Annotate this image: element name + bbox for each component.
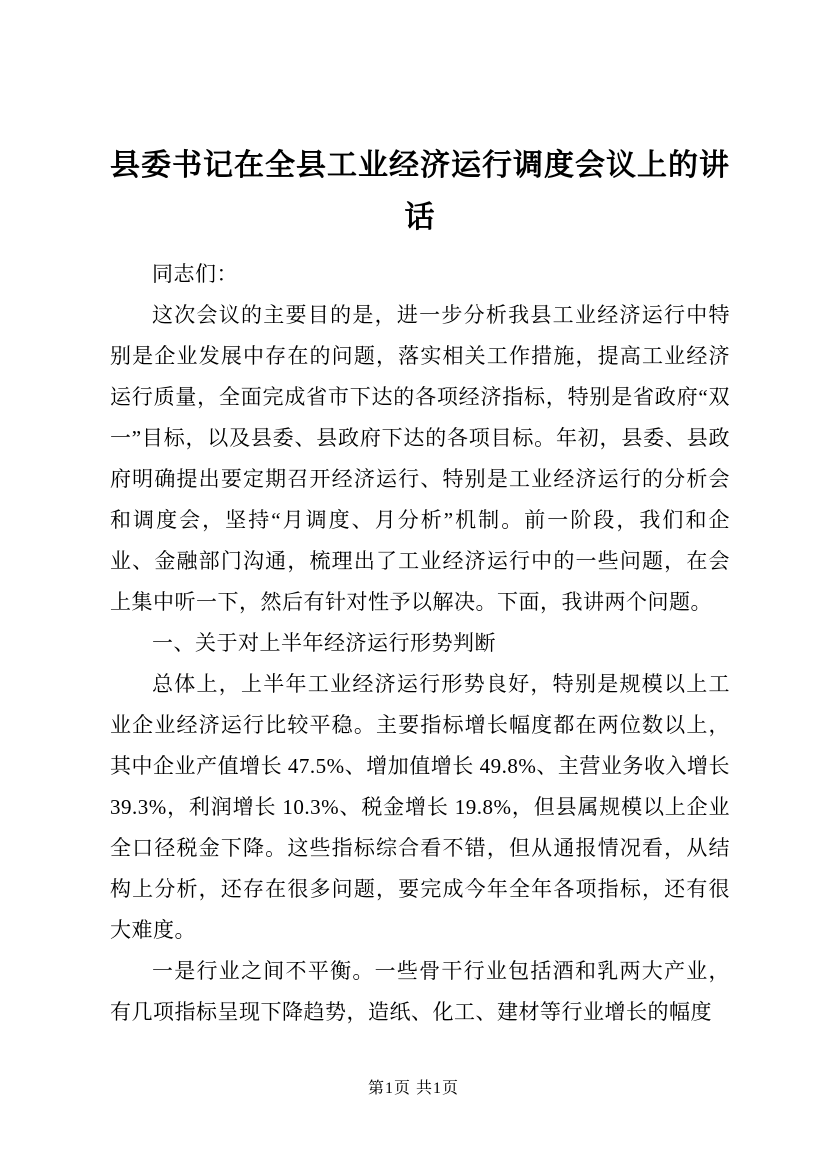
paragraph-industry-imbalance: 一是行业之间不平衡。一些骨干行业包括酒和乳两大产业，有几项指标呈现下降趋势，造纸、化工、建材等行业增长的幅度	[110, 959, 730, 1024]
document-title: 县委书记在全县工业经济运行调度会议上的讲话	[110, 149, 730, 234]
paragraph-economic-overview: 总体上，上半年工业经济运行形势良好，特别是规模以上工业企业经济运行比较平稳。主要指标增长幅度都在两位数以上，其中企业产值增长 47.5%、增加值增长 49.8%、主营业务收入增长 39.3%，利润增长 10.3%、税金增长 19.8%，但县属规模以上企业全口径税金下降。这些指标综合看不错，但从通报情况看，从结构上分析，还存在很多问题，要完成今年全年各项指标，还有很大难度。	[110, 672, 730, 942]
page-number-footer: 第1页 共1页	[367, 1080, 459, 1097]
paragraph-salutation: 同志们：	[152, 262, 238, 286]
paragraph-intro: 这次会议的主要目的是，进一步分析我县工业经济运行中特别是企业发展中存在的问题，落实相关工作措施，提高工业经济运行质量，全面完成省市下达的各项经济指标，特别是省政府“双一”目标，以及县委、县政府下达的各项目标。年初，县委、县政府明确提出要定期召开经济运行、特别是工业经济运行的分析会和调度会，坚持“月调度、月分析”机制。前一阶段，我们和企业、金融部门沟通，梳理出了工业经济运行中的一些问题，在会上集中听一下，然后有针对性予以解决。下面，我讲两个问题。	[110, 303, 730, 614]
document-body	[110, 254, 730, 1033]
paragraph-section-heading: 一、关于对上半年经济运行形势判断	[152, 631, 496, 655]
